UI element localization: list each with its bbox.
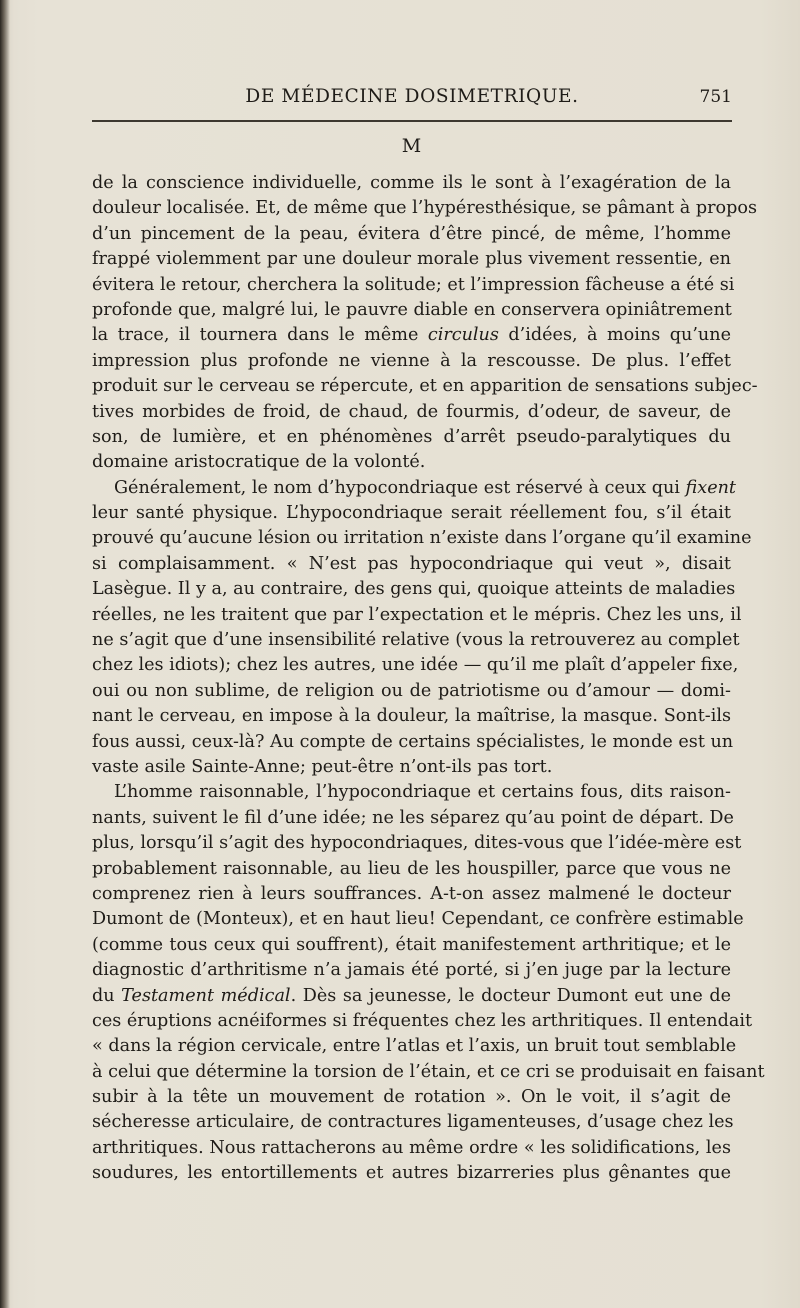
text-line: évitera le retour, cherchera la solitude; et l’impression fâcheuse a été si [92, 274, 735, 295]
text-line: Dumont de (Monteux), et en haut lieu! Cependant, ce confrère estimable [92, 909, 744, 930]
text-line: ne s’agit que d’une insensibilité relative (vous la retrouverez au complet [92, 630, 740, 651]
binding-shadow [0, 0, 10, 1308]
text-line: impression plus profonde ne vienne à la rescousse. De plus. l’effet [92, 350, 731, 371]
text-line: vaste asile Sainte-Anne; peut-être n’ont-ils pas tort. [92, 756, 553, 777]
text-line: si complaisamment. « N’est pas hypocondriaque qui veut », disait [92, 553, 731, 574]
text-line: prouvé qu’aucune lésion ou irritation n’existe dans l’organe qu’il examine [92, 528, 752, 549]
text-line: de la conscience individuelle, comme ils le sont à l’exagération de la [92, 173, 731, 193]
text-line: arthritiques. Nous rattacherons au même ordre « les solidifications, les [92, 1137, 731, 1158]
text-line: douleur localisée. Et, de même que l’hypéresthésique, se pâmant à propos [92, 198, 758, 219]
page-header [92, 86, 732, 112]
page-number: 751 [699, 87, 732, 107]
text-line: domaine aristocratique de la volonté. [92, 452, 426, 473]
text-line: fous aussi, ceux-là? Au compte de certains spécialistes, le monde est un [92, 731, 734, 752]
text-line: d’un pincement de la peau, évitera d’être pincé, de même, l’homme [92, 223, 731, 244]
text-line: frappé violemment par une douleur morale plus vivement ressentie, en [92, 249, 731, 270]
text-line: nant le cerveau, en impose à la douleur, la maîtrise, la masque. Sont-ils [92, 706, 731, 727]
text-line: profonde que, malgré lui, le pauvre diable en conservera opiniâtrement [92, 299, 732, 320]
text-line: soudures, les entortillements et autres bizarreries plus gênantes que [92, 1163, 731, 1184]
text-line: oui ou non sublime, de religion ou de patriotisme ou d’amour — domi- [92, 680, 731, 701]
running-head: DE MÉDECINE DOSIMETRIQUE. [245, 86, 579, 107]
text-line: sécheresse articulaire, de contractures ligamenteuses, d’usage chez les [92, 1112, 734, 1133]
text-line-with-italic: du Testament médical. Dès sa jeunesse, le docteur Dumont eut une de [92, 985, 731, 1006]
text-line: chez les idiots); chez les autres, une idée — qu’il me plaît d’appeler fixe, [92, 655, 739, 676]
text-line-with-italic: la trace, il tournera dans le même circulus d’idées, à moins qu’une [92, 325, 731, 346]
text-line: probablement raisonnable, au lieu de les houspiller, parce que vous ne [92, 858, 731, 879]
text-line: diagnostic d’arthritisme n’a jamais été porté, si j’en juge par la lecture [92, 960, 731, 981]
text-line: ces éruptions acnéiformes si fréquentes chez les arthritiques. Il entendait [92, 1010, 753, 1031]
text-line: subir à la tête un mouvement de rotation ». On le voit, il s’agit de [92, 1087, 731, 1108]
signature-letter: M [401, 135, 423, 157]
header-rule [92, 120, 732, 122]
text-line: réelles, ne les traitent que par l’expectation et le mépris. Chez les uns, il [92, 604, 742, 625]
text-line: « dans la région cervicale, entre l’atlas et l’axis, un bruit tout semblable [92, 1036, 737, 1057]
text-line: plus, lorsqu’il s’agit des hypocondriaques, dites-vous que l’idée-mère est [92, 833, 742, 854]
text-line-with-italic: Généralement, le nom d’hypocondriaque est réservé à ceux qui fixent [114, 477, 737, 498]
text-line: leur santé physique. L’hypocondriaque serait réellement fou, s’il était [92, 503, 731, 524]
text-line: son, de lumière, et en phénomènes d’arrêt pseudo-paralytiques du [92, 426, 731, 447]
text-line: produit sur le cerveau se répercute, et en apparition de sensations subjec- [92, 376, 758, 397]
italic-phrase: circulus [427, 325, 499, 346]
text-line: comprenez rien à leurs souffrances. A-t-on assez malmené le docteur [92, 883, 731, 904]
body-text [92, 171, 765, 1187]
italic-phrase: fixent [685, 477, 737, 498]
text-line: tives morbides de froid, de chaud, de fourmis, d’odeur, de saveur, de [92, 401, 731, 422]
text-line: nants, suivent le fil d’une idée; ne les séparez qu’au point de départ. De [92, 807, 734, 828]
text-line: à celui que détermine la torsion de l’étain, et ce cri se produisait en faisant [92, 1061, 765, 1082]
text-line: Lasègue. Il y a, au contraire, des gens qui, quoique atteints de maladies [92, 579, 736, 600]
text-line: (comme tous ceux qui souffrent), était manifestement arthritique; et le [92, 934, 731, 955]
text-line: L’homme raisonnable, l’hypocondriaque et certains fous, dits raison- [114, 782, 731, 803]
italic-phrase: Testament médical [121, 985, 291, 1006]
